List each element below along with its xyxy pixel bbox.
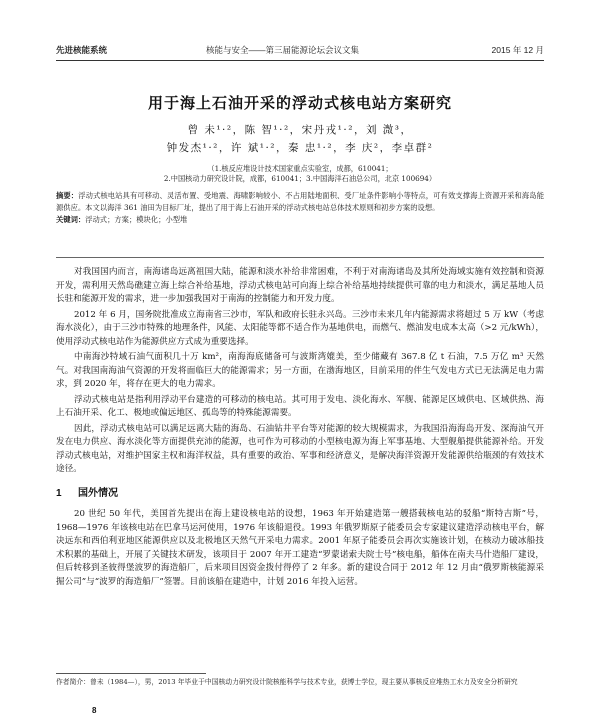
footnote-rule: [56, 673, 206, 674]
issue-date: 2015 年 12 月: [491, 45, 544, 55]
author-footnote: 作者简介：曾未（1984—），男，2013 年毕业于中国核动力研究设计院核能科学与技术专业，获博士学位，现主要从事核反应堆热工水力及安全分析研究: [56, 678, 518, 686]
section-heading: [56, 487, 544, 501]
body-paragraph: 浮动式核电站是指利用浮动平台建造的可移动的核电站。其可用于发电、淡化海水、军舰、能源足区域供电、区域供热、海上石油开采、化工、极地或偏远地区、孤岛等的特殊能源需要。: [56, 394, 544, 418]
header-rule: [56, 60, 544, 61]
body-paragraph: 2012 年 6 月，国务院批准成立海南省三沙市，军队和政府长驻永兴岛。三沙市未来几年内能源需求将超过 5 万 kW（考虑海水淡化），由于三沙市特殊的地理条件，风能、太阳能等都不适合作为基地供电，而燃气、燃油发电成本太高（>2 元/kWh），使用浮动式核电站作为能源供应方式成为重要选择。: [56, 309, 544, 347]
affiliations: [90, 164, 510, 184]
abstract-rule: [56, 257, 544, 258]
keywords-label: 关键词：: [56, 215, 86, 224]
body-text: [56, 266, 544, 591]
author-line-1: 曾 未¹·²，陈 智¹·²，宋丹戎¹·²，刘 溦³，: [187, 124, 413, 136]
running-header: [56, 42, 544, 58]
journal-name: 先进核能系统: [56, 45, 108, 55]
affiliation-line-1: （1.核反应堆设计技术国家重点实验室，成都，610041；: [207, 164, 393, 173]
keywords-text: 浮动式；方案；模块化；小型堆: [85, 215, 188, 224]
abstract-label: 摘要：: [56, 191, 79, 200]
page-number: 8: [92, 706, 97, 715]
keywords-line: [56, 214, 544, 226]
body-paragraph: 20 世纪 50 年代，美国首先提出在海上建设核电站的设想，1963 年开始建造第一艘搭载核电站的驳船“斯特吉斯”号，1968—1976 年该核电站在巴拿马运河使用，1976 年该船退役。1993 年俄罗斯原子能委员会专家建议建造浮动核电平台，解决远东和西伯利亚地区能源供应以及北极地区天然气开采电力需求。2001 年原子能委员会再次实施该计划，在核动力破冰船技术积累的基础上，开展了关键技术研发，该项目于 2007 年开工建造“罗蒙诺索夫院士号”核电船，船体在南夫马什造船厂建设，但后转移到圣彼得堡波罗的海造船厂，后来项目因资金拨付得停了 2 年多。新的建设合同于 2012 年 12 月由“俄罗斯核能源采掘公司”与“波罗的海造船厂”签署。目前该船在建造中，计划 2016 年投入运营。: [56, 509, 544, 587]
section-title: 国外情况: [78, 487, 118, 499]
body-paragraph: 中南海沙特域石油气面积几十万 km²，南海海底储备可与波斯湾媲美，至少储藏有 367.8 亿 t 石油，7.5 万亿 m³ 天然气。对我国南海油气资源的开发将面临巨大的能源需求；另一方面，在渤海地区，目前采用的伴生气发电方式已无法满足电力需求，到 2020 年，将存在更大的电力需求。: [56, 352, 544, 389]
author-list: [110, 121, 490, 157]
author-line-2: 钟发杰¹·²，许 斌¹·²，秦 忠¹·²，李 庆²，李卓群²: [166, 142, 434, 154]
body-paragraph: 对我国国内而言，南海诸岛远离祖国大陆，能源和淡水补给非常困难，不利于对南海诸岛及其所处海域实施有效控制和资源开发，需利用天然岛礁建立海上综合补给基地，浮动式核电站可向海上综合补给基地持续提供可靠的电力和淡水，满足基地人员长驻和能源开发的需求，进一步加强我国对于南海的控制能力和开发力度。: [56, 267, 544, 304]
affiliation-line-2: 2.中国核动力研究设计院，成都，610041；3.中国海洋石油总公司，北京 100694）: [163, 174, 437, 183]
abstract-block: [56, 190, 544, 226]
abstract-text: 浮动式核电站具有可移动、灵活布置、受地震、海啸影响较小、不占用陆地面积、受厂址条件影响小等特点，可有效支撑海上资源开采和海岛能源供应。本文以海洋 361 油田为目标厂址，提出了用于海上石油开采的浮动式核电站总体技术原则和初步方案的设想。: [56, 191, 544, 212]
conference-name: 核能与安全——第三届能源论坛会议文集: [206, 45, 360, 55]
section-number: 1: [56, 487, 62, 499]
body-paragraph: 因此，浮动式核电站可以满足远离大陆的海岛、石油钻井平台等对能源的较大规模需求，为我国沿海海岛开发、深海油气开发在电力供应、海水淡化等方面提供充沛的能源，也可作为可移动的小型核电源为海上军事基地、大型舰船提供能源补给。开发浮动式核电站，对维护国家主权和海洋权益，具有重要的政治、军事和经济意义，是解决海洋资源开发能源供给瓶颈的有效技术途径。: [56, 423, 544, 474]
abstract-paragraph: [56, 190, 544, 213]
paper-title: 用于海上石油开采的浮动式核电站方案研究: [147, 95, 452, 112]
